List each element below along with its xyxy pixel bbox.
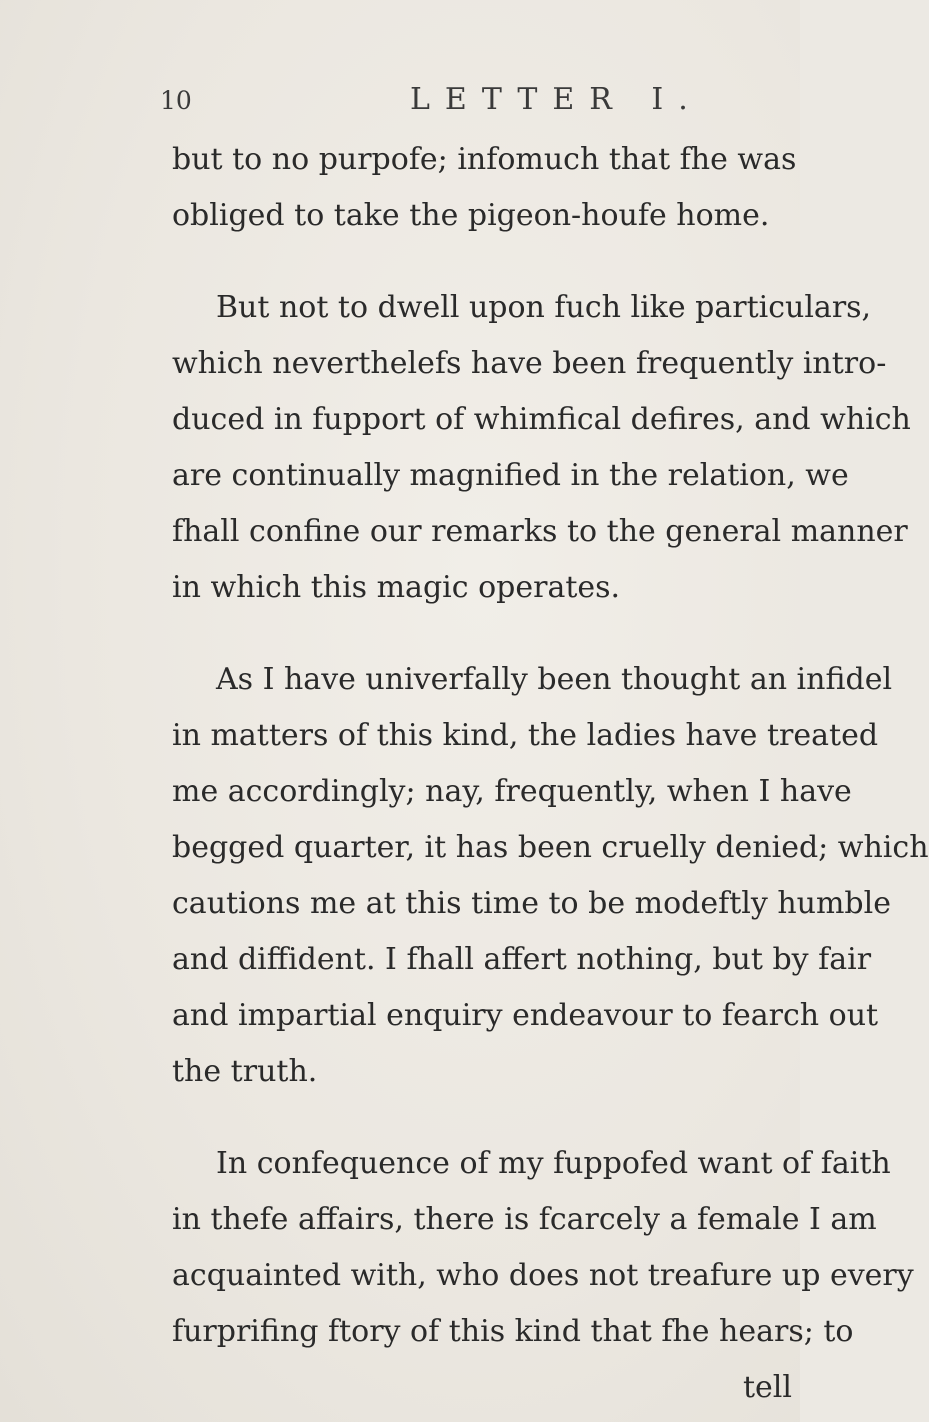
paragraph: [172, 132, 797, 244]
text-line: fhall confine our remarks to the general manner: [172, 514, 908, 549]
text-line: the truth.: [172, 1054, 318, 1089]
text-line: obliged to take the pigeon-houfe home.: [172, 198, 770, 233]
text-line: furprifing ftory of this kind that fhe hears; to: [172, 1314, 854, 1349]
running-head: LETTER I.: [410, 82, 703, 117]
text-line: me accordingly; nay, frequently, when I have: [172, 774, 852, 809]
text-line: begged quarter, it has been cruelly denied; which: [172, 830, 929, 865]
text-line: which neverthelefs have been frequently intro-: [172, 346, 887, 381]
paragraph: [172, 1136, 914, 1416]
page-number: 10: [160, 86, 192, 115]
text-line: As I have univerfally been thought an infidel: [216, 662, 893, 697]
text-line: are continually magnified in the relation, we: [172, 458, 849, 493]
body-text: [172, 132, 929, 1416]
text-line: and diffident. I fhall affert nothing, but by fair: [172, 942, 872, 977]
catchword: tell: [743, 1370, 792, 1405]
text-line: and impartial enquiry endeavour to fearch out: [172, 998, 879, 1033]
text-line: but to no purpofe; infomuch that fhe was: [172, 142, 797, 177]
paragraph: [172, 280, 911, 616]
text-line: in thefe affairs, there is fcarcely a female I am: [172, 1202, 877, 1237]
paragraph: [172, 652, 929, 1100]
text-line: duced in fupport of whimfical defires, and which: [172, 402, 911, 437]
text-line: cautions me at this time to be modeftly humble: [172, 886, 891, 921]
text-line: in matters of this kind, the ladies have treated: [172, 718, 879, 753]
text-line: in which this magic operates.: [172, 570, 621, 605]
text-line: acquainted with, who does not treafure up every: [172, 1258, 914, 1293]
text-line: But not to dwell upon fuch like particulars,: [216, 290, 872, 325]
page-header: [160, 78, 760, 128]
text-line: In confequence of my fuppofed want of faith: [216, 1146, 891, 1181]
